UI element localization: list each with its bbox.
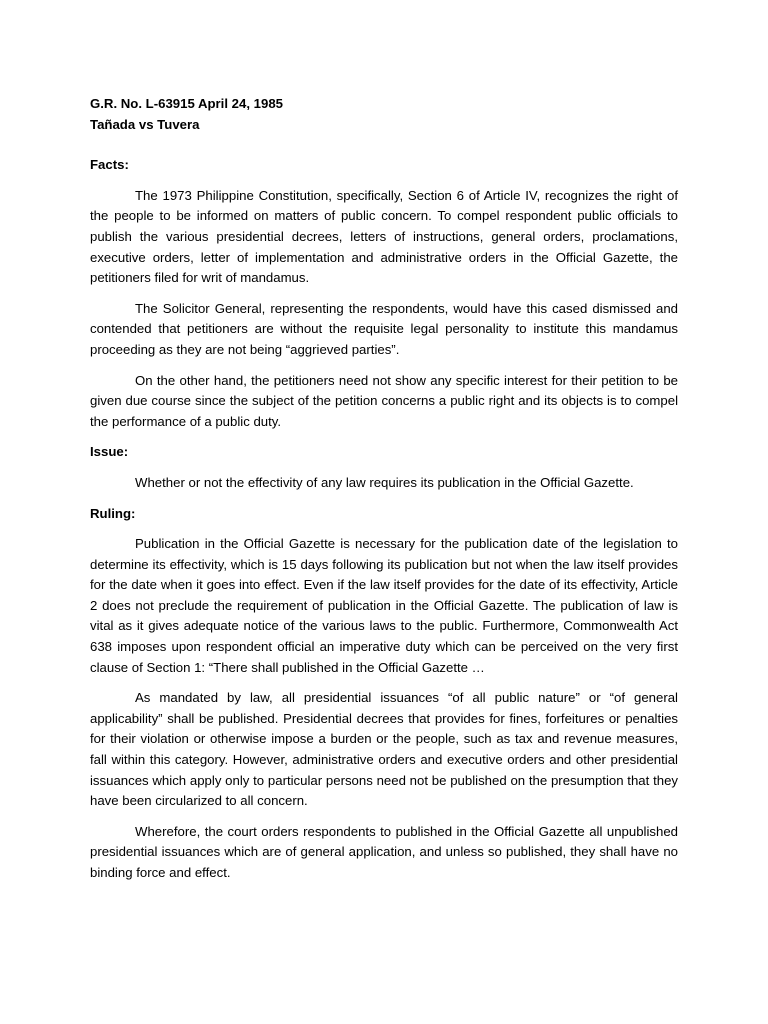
issue-section: [90, 442, 678, 493]
facts-label: Facts:: [90, 157, 129, 173]
case-heading: [90, 94, 678, 135]
case-number-line: G.R. No. L-63915 April 24, 1985: [90, 96, 284, 111]
case-title: Tañada vs Tuvera: [90, 116, 200, 132]
ruling-paragraph-3: Wherefore, the court orders respondents to published in the Official Gazette all unpublished presidential issuances which are of general application, and unless so published, they shall have no binding force and effect.: [90, 823, 678, 880]
facts-paragraph-2: The Solicitor General, representing the respondents, would have this cased dismissed and contended that petitioners are without the requisite legal personality to institute this mandamus proceeding as they are not being “aggrieved parties”.: [90, 300, 678, 357]
facts-paragraph-1: The 1973 Philippine Constitution, specifically, Section 6 of Article IV, recognizes the right of the people to be informed on matters of public concern. To compel respondent public officials to publish the various presidential decrees, letters of instructions, general orders, proclamations, executive orders, letter of implementation and administrative orders in the Official Gazette, the petitioners filed for writ of mandamus.: [90, 187, 678, 286]
ruling-paragraph-1: Publication in the Official Gazette is necessary for the publication date of the legislation to determine its effectivity, which is 15 days following its publication but not when the law itself provides for the date when it goes into effect. Even if the law itself provides for the date of its effectivity, Article 2 does not preclude the requirement of publication in the Official Gazette. The publication of law is vital as it gives adequate notice of the various laws to the public. Furthermore, Commonwealth Act 638 imposes upon respondent official an imperative duty which can be perceived on the very first clause of Section 1: “There shall published in the Official Gazette …: [90, 536, 678, 675]
issue-label: Issue:: [90, 444, 129, 460]
ruling-section: [90, 504, 678, 884]
ruling-paragraph-2: As mandated by law, all presidential issuances “of all public nature” or “of general applicability” shall be published. Presidential decrees that provides for fines, forfeitures or penalties for their violation or otherwise impose a burden or the people, such as tax and revenue measures, fall within this category. However, administrative orders and executive orders and other presidential issuances which apply only to particular persons need not be published on the presumption that they have been circularized to all concern.: [90, 690, 678, 809]
facts-section: [90, 155, 678, 432]
ruling-label: Ruling:: [90, 505, 136, 521]
issue-text: Whether or not the effectivity of any law requires its publication in the Official Gazette.: [135, 474, 634, 490]
facts-paragraph-3: On the other hand, the petitioners need not show any specific interest for their petition to be given due course since the subject of the petition concerns a public right and its objects is to compel the performance of a public duty.: [90, 372, 678, 429]
